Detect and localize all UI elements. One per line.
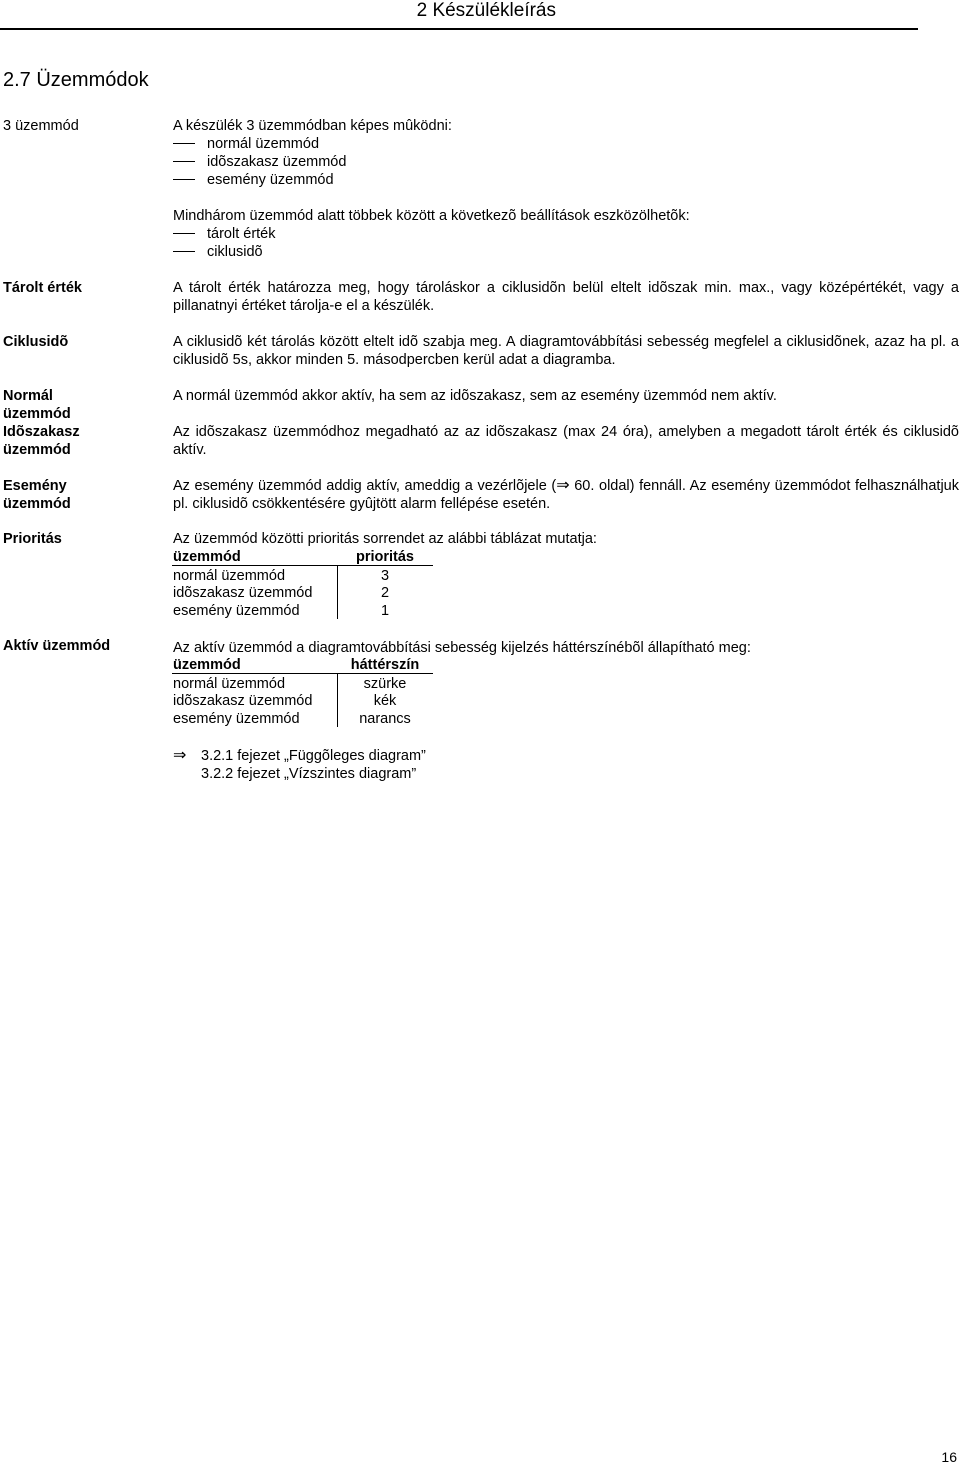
active-table-rule xyxy=(172,673,433,674)
dash-bullet xyxy=(173,179,195,180)
priority-table-header-priority: prioritás xyxy=(355,549,414,565)
dash-bullet xyxy=(173,143,195,144)
event-label: Esemény üzemmód xyxy=(3,478,71,512)
modes-list-item: esemény üzemmód xyxy=(173,171,334,189)
modes-intro: A készülék 3 üzemmódban képes mûködni: xyxy=(173,118,452,134)
interval-label: Idõszakasz üzemmód xyxy=(3,424,80,458)
interval-text: Az idõszakasz üzemmódhoz megadható az az idõszakasz (max 24 óra), amelyben a megadott tárolt érték és ciklusidõ aktív. xyxy=(173,424,959,458)
normal-label: Normál üzemmód xyxy=(3,388,71,422)
table-row: esemény üzemmód xyxy=(173,711,300,727)
settings-intro: Mindhárom üzemmód alatt többek között a következõ beállítások eszközölhetõk: xyxy=(173,208,690,224)
right-arrow-icon: ⇒ xyxy=(556,477,570,494)
settings-list-item: ciklusidõ xyxy=(173,243,263,261)
priority-table-rule xyxy=(172,565,433,566)
reference-link[interactable]: 3.2.1 fejezet „Függõleges diagram” xyxy=(201,748,426,764)
section-title: 2.7 Üzemmódok xyxy=(3,69,149,91)
dash-bullet xyxy=(173,251,195,252)
table-row: 1 xyxy=(380,603,390,619)
modes-list-item: normál üzemmód xyxy=(173,135,319,153)
table-row: narancs xyxy=(359,711,411,727)
header-divider xyxy=(0,28,918,30)
modes-list-item: idõszakasz üzemmód xyxy=(173,153,346,171)
cycle-time-text: A ciklusidõ két tárolás között eltelt idõ szabja meg. A diagramtovábbítási sebesség megfelel a ciklusidõnek, azaz ha pl. a ciklusidõ 5s, akkor minden 5. másodpercben kerül adat a diagramba. xyxy=(173,334,959,368)
table-row: idõszakasz üzemmód xyxy=(173,693,313,709)
active-mode-label: Aktív üzemmód xyxy=(3,638,111,654)
active-table-header-mode: üzemmód xyxy=(173,657,241,673)
priority-table-header-mode: üzemmód xyxy=(173,549,241,565)
modes-label: 3 üzemmód xyxy=(3,118,79,134)
settings-list-item: tárolt érték xyxy=(173,225,276,243)
table-row: 3 xyxy=(380,568,390,584)
table-row: 2 xyxy=(380,585,390,601)
event-text: Az esemény üzemmód addig aktív, ameddig a vezérlõjele (⇒ 60. oldal) fennáll. Az esemény üzemmódot felhasználhatjuk pl. ciklusidõ csökkentésére gyûjtött alarm fellépése esetén. xyxy=(173,477,959,512)
dash-bullet xyxy=(173,161,195,162)
dash-bullet xyxy=(173,233,195,234)
cycle-time-label: Ciklusidõ xyxy=(3,334,69,350)
table-row: kék xyxy=(373,693,397,709)
stored-value-label: Tárolt érték xyxy=(3,280,82,296)
reference-link[interactable]: 3.2.2 fejezet „Vízszintes diagram” xyxy=(201,766,417,782)
page-number: 16 xyxy=(941,1449,957,1465)
table-row: normál üzemmód xyxy=(173,568,286,584)
priority-label: Prioritás xyxy=(3,531,62,547)
page-header-title: 2 Készülékleírás xyxy=(416,0,556,21)
active-mode-intro: Az aktív üzemmód a diagramtovábbítási sebesség kijelzés háttérszínébõl állapítható meg: xyxy=(173,640,751,656)
priority-intro: Az üzemmód közötti prioritás sorrendet az alábbi táblázat mutatja: xyxy=(173,531,597,547)
right-arrow-icon: ⇒ xyxy=(173,747,187,764)
table-row: esemény üzemmód xyxy=(173,603,300,619)
normal-text: A normál üzemmód akkor aktív, ha sem az idõszakasz, sem az esemény üzemmód nem aktív. xyxy=(173,388,777,404)
active-table-header-color: háttérszín xyxy=(350,657,420,673)
table-row: idõszakasz üzemmód xyxy=(173,585,313,601)
table-row: normál üzemmód xyxy=(173,676,286,692)
table-row: szürke xyxy=(363,676,407,692)
stored-value-text: A tárolt érték határozza meg, hogy tároláskor a ciklusidõn belül eltelt idõszak min. max., vagy középértékét, vagy a pillanatnyi értéket tárolja-e el a készülék. xyxy=(173,280,959,314)
